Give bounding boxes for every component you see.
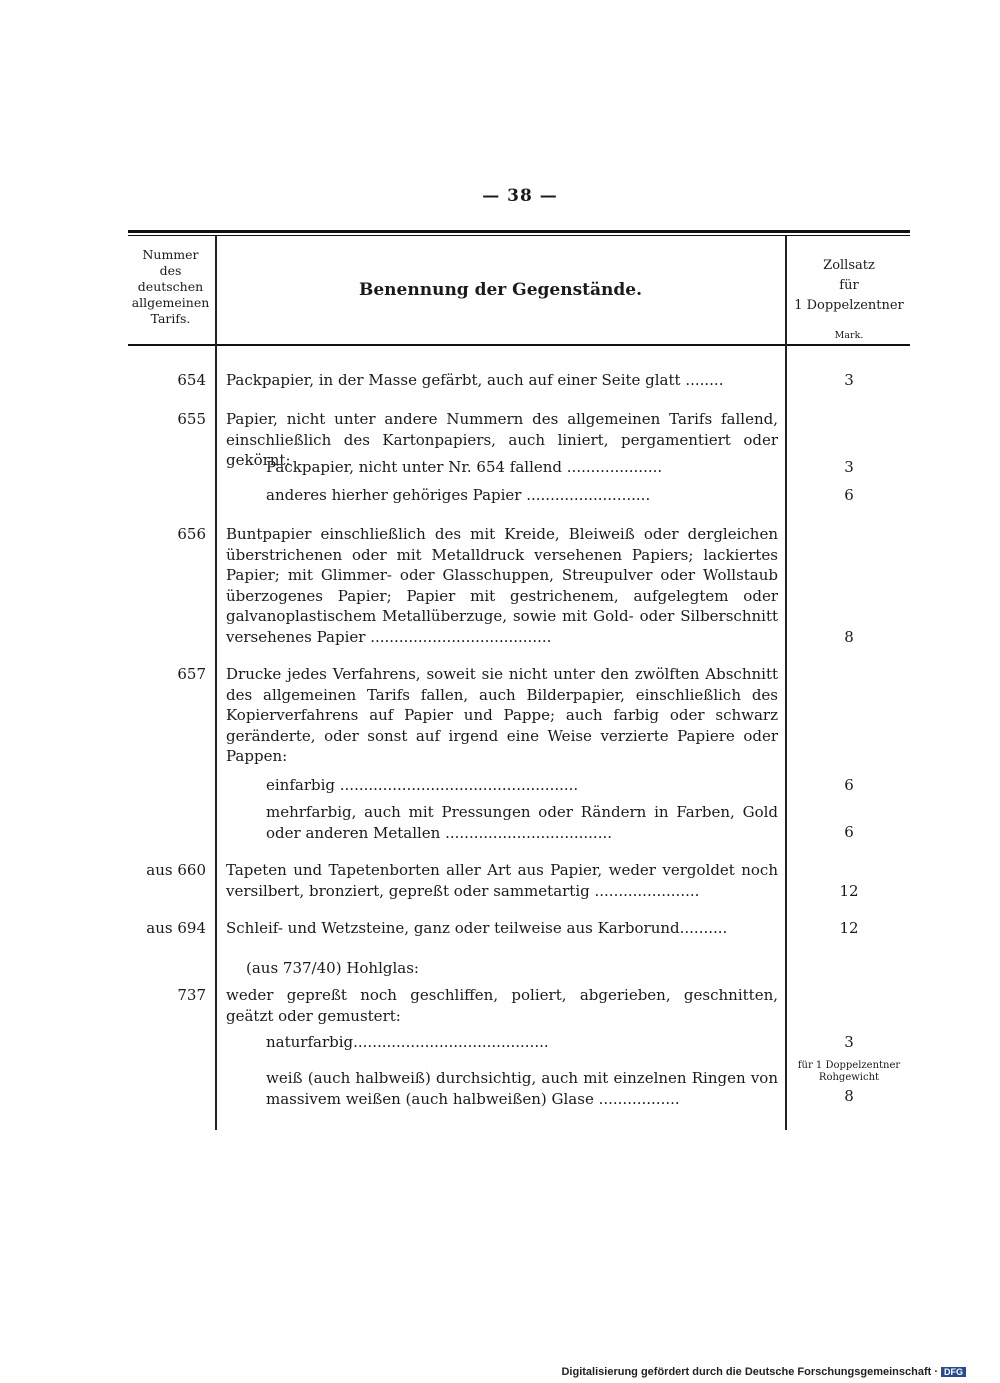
header-number-line: allgemeinen xyxy=(131,295,210,310)
tariff-number: aus 660 xyxy=(146,861,206,879)
top-rule xyxy=(128,230,910,233)
header-duty-line: für xyxy=(839,278,859,293)
item-subdescription: einfarbig .................................................. xyxy=(266,776,579,794)
header-duty-column xyxy=(788,256,910,316)
duty-rate: 3 xyxy=(844,458,854,476)
tariff-number: 657 xyxy=(177,665,206,683)
item-description: Drucke jedes Verfahrens, soweit sie nicht unter den zwölften Abschnitt des allgemeinen Tarifs fallen, auch Bilderpapier, einschließlich des Kopierverfahrens auf Papier und Pappe; auch farbig oder schwarz geränderte, oder sonst auf irgend eine Weise verzierte Papiere oder Pappen: xyxy=(226,665,778,765)
duty-rate: 8 xyxy=(844,1087,854,1105)
item-description: Packpapier, in der Masse gefärbt, auch auf einer Seite glatt ........ xyxy=(226,371,724,389)
duty-rate: 12 xyxy=(839,882,859,900)
dfg-logo: DFG xyxy=(941,1367,966,1377)
item-subdescription: anderes hierher gehöriges Papier .......................... xyxy=(266,486,651,504)
header-rule xyxy=(128,344,910,346)
item-description: Tapeten und Tapetenborten aller Art aus Papier, weder vergoldet noch versilbert, bronziert, gepreßt oder sammetartig ...................... xyxy=(226,861,778,900)
duty-rate-note: für 1 Doppelzentner Rohgewicht xyxy=(797,1060,901,1083)
header-number-line: Nummer xyxy=(142,247,199,262)
column-divider-right xyxy=(785,236,787,1130)
header-duty-line: 1 Doppelzentner xyxy=(794,298,904,313)
duty-rate: 8 xyxy=(844,628,854,646)
tariff-number: 656 xyxy=(177,525,206,543)
header-number-column xyxy=(128,247,213,327)
item-subdescription: naturfarbig......................................... xyxy=(266,1033,549,1051)
tariff-table xyxy=(128,230,910,1130)
item-description: Schleif- und Wetzsteine, ganz oder teilweise aus Karborund.......... xyxy=(226,919,728,937)
group-heading: (aus 737/40) Hohlglas: xyxy=(246,959,419,977)
tariff-number: 655 xyxy=(177,410,206,428)
header-number-line: des xyxy=(159,263,182,278)
duty-rate: 6 xyxy=(844,823,854,841)
item-description: Buntpapier einschließlich des mit Kreide, Bleiweiß oder dergleichen überstrichenen oder mit Metalldruck versehenen Papiers; lackiertes Papier; mit Glimmer- oder Glasschuppen, Streupulver oder Wollstaub überzogenes Papier; Papier mit gestrichenem, aufgelegtem oder galvanoplastischem Metallüberzuge, sowie mit Gold- oder Silberschnitt versehenes Papier ...................................... xyxy=(226,525,778,646)
tariff-number: 654 xyxy=(177,371,206,389)
top-rule-thin xyxy=(128,235,910,236)
tariff-number: aus 694 xyxy=(146,919,206,937)
tariff-number: 737 xyxy=(177,986,206,1004)
header-number-line: deutschen xyxy=(137,279,204,294)
page-number: — 38 — xyxy=(482,186,558,206)
header-number-line: Tarifs. xyxy=(150,311,191,326)
header-duty-line: Zollsatz xyxy=(823,258,875,273)
item-description: weder gepreßt noch geschliffen, poliert, abgerieben, geschnitten, geätzt oder gemustert: xyxy=(226,986,778,1025)
item-subdescription: Packpapier, nicht unter Nr. 654 fallend .................... xyxy=(266,458,663,476)
item-subdescription: weiß (auch halbweiß) durchsichtig, auch mit einzelnen Ringen von massivem weißen (auch halbweißen) Glase ................. xyxy=(266,1069,778,1108)
item-description: Papier, nicht unter andere Nummern des allgemeinen Tarifs fallend, einschließlich des Kartonpapiers, auch liniert, pergamentiert oder gekörnt: xyxy=(226,410,778,469)
duty-rate: 3 xyxy=(844,1033,854,1051)
credit-text: Digitalisierung gefördert durch die Deutsche Forschungsgemeinschaft · xyxy=(561,1366,938,1378)
duty-rate: 3 xyxy=(844,371,854,389)
header-name-column: Benennung der Gegenstände. xyxy=(359,280,642,300)
header-unit: Mark. xyxy=(834,330,864,341)
duty-rate: 6 xyxy=(844,776,854,794)
duty-rate: 12 xyxy=(839,919,859,937)
item-subdescription: mehrfarbig, auch mit Pressungen oder Rändern in Farben, Gold oder anderen Metallen ................................... xyxy=(266,803,778,842)
digitization-credit xyxy=(561,1366,966,1378)
column-divider-left xyxy=(215,236,217,1130)
duty-rate: 6 xyxy=(844,486,854,504)
